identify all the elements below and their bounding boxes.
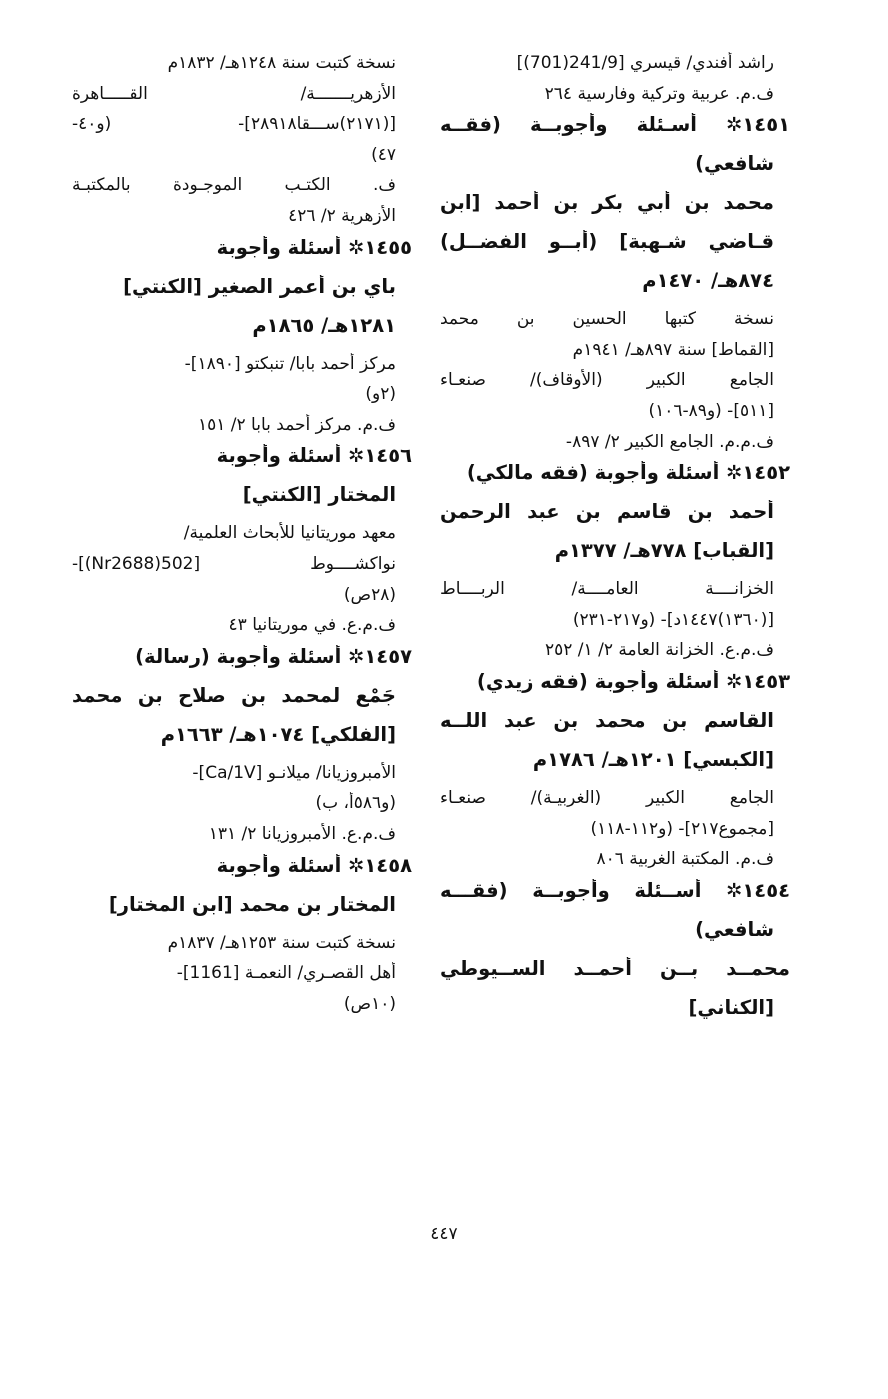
entry-heading-line: محمد بن أبي بكر بن أحمد [ابن xyxy=(440,191,774,215)
entry-text-line: نسخة كتبها الحسين بن محمد xyxy=(440,309,774,330)
entry-text-line: نسخة كتبت سنة ١٢٥٣هـ/ ١٨٣٧م xyxy=(167,932,396,953)
entry-text-line: راشد أفندي/ قيسري [241/9(701)] xyxy=(516,53,774,73)
entry-text-line: ف.م. عربية وتركية وفارسية ٢٦٤ xyxy=(544,83,774,104)
entry-heading-line: محمــد بــن أحمــد الســيوطي xyxy=(440,956,790,980)
entry-text-line: أهل القصـري/ النعمـة [1161]- xyxy=(176,963,396,984)
right-column xyxy=(440,52,790,1035)
entry-heading-line: ١٤٥١✲ أسـئلة وأجوبــة (فقــه xyxy=(440,113,790,137)
entry-heading-line: ٨٧٤هـ/ ١٤٧٠م xyxy=(642,269,774,293)
entry-text-line: (١٠ص) xyxy=(343,993,396,1014)
entry-heading-line: ١٤٥٥✲ أسئلة وأجوبة xyxy=(216,235,412,259)
entry-heading-line: [الفلكي] ١٠٧٤هـ/ ١٦٦٣م xyxy=(160,722,396,746)
entry-text-line: ف.م.ع. في موريتانيا ٤٣ xyxy=(228,615,396,636)
entry-text-line: مركز أحمد بابا/ تنبكتو [١٨٩٠]- xyxy=(184,353,396,374)
left-column xyxy=(72,52,412,1023)
entry-text-line: الجامع الكبير (الأوقاف)/ صنعـاء xyxy=(440,370,774,391)
entry-text-line: معهد موريتانيا للأبحاث العلمية/ xyxy=(183,523,396,544)
entry-heading-line: ١٤٥٦✲ أسئلة وأجوبة xyxy=(216,444,412,468)
entry-text-line: ٤٧) xyxy=(371,144,396,165)
entry-text-line: [(١٣٦٠)١٤٤٧د]- (و٢١٧-٢٣١) xyxy=(572,609,774,630)
entry-heading-line: المختار [الكنتي] xyxy=(242,483,396,507)
entry-text-line: ف.م.ع. الأمبروزيانا ٢/ ١٣١ xyxy=(208,823,396,844)
entry-text-line: ف.م.م. الجامع الكبير ٢/ ٨٩٧- xyxy=(565,431,774,452)
entry-text-line: الأزهرية ٢/ ٤٢٦ xyxy=(288,205,396,226)
entry-text-line: (٢و) xyxy=(365,384,396,405)
entry-heading-line: شافعي) xyxy=(695,917,774,941)
entry-heading-line: أحمد بن قاسم بن عبد الرحمن xyxy=(440,500,774,524)
entry-text-line: نسخة كتبت سنة ١٢٤٨هـ/ ١٨٣٢م xyxy=(167,53,396,73)
entry-text-line: (و٥٨٦أ، ب) xyxy=(315,793,396,814)
entry-heading-line: [الكبسي] ١٢٠١هـ/ ١٧٨٦م xyxy=(532,747,774,771)
entry-text-line: الخزانــــة العامــــة/ الربــــاط xyxy=(440,579,774,600)
entry-heading-line: القاسم بن محمد بن عبد اللــه xyxy=(440,708,774,732)
entry-text-line: ف.م. المكتبة الغربية ٨٠٦ xyxy=(596,849,774,870)
entry-text-line: ف.م.ع. الخزانة العامة ٢/ ١/ ٢٥٢ xyxy=(544,640,774,661)
entry-heading-line: باي بن أعمر الصغير [الكنتي] xyxy=(123,274,396,298)
entry-heading-line: قـاضي شـهبة] (أبــو الفضــل) xyxy=(440,230,774,254)
entry-heading-line: [القباب] ٧٧٨هـ/ ١٣٧٧م xyxy=(554,539,774,563)
entry-text-line: [القماط] سنة ٨٩٧هـ/ ١٩٤١م xyxy=(572,339,774,360)
entry-heading-line: ١٤٥٤✲ أســئلة وأجوبــة (فقـــه xyxy=(440,878,790,902)
entry-text-line: [٥١١]- (و٨٩-١٠٦) xyxy=(648,400,774,421)
page-number: ٤٤٧ xyxy=(430,1224,458,1244)
entry-heading-line: جَمْع لمحمد بن صلاح بن محمد xyxy=(72,683,396,707)
entry-text-line: نواكشــــوط [502(Nr2688)]- xyxy=(72,553,396,574)
entry-text-line: [مجموع٢١٧]- (و١١٢-١١٨) xyxy=(590,818,774,839)
entry-heading-line: ١٤٥٣✲ أسئلة وأجوبة (فقه زيدي) xyxy=(476,669,790,693)
entry-text-line: ف.م. مركز أحمد بابا ٢/ ١٥١ xyxy=(197,414,396,435)
entry-heading-line: ١٤٥٢✲ أسئلة وأجوبة (فقه مالكي) xyxy=(466,461,790,485)
entry-heading-line: ١٤٥٧✲ أسئلة وأجوبة (رسالة) xyxy=(135,644,412,668)
entry-text-line: الأزهريـــــــة/ القـــــاهرة xyxy=(72,83,396,104)
entry-heading-line: ١٢٨١هـ/ ١٨٦٥م xyxy=(252,313,396,337)
entry-text-line: الجامع الكبير (الغربيـة)/ صنعـاء xyxy=(440,787,774,808)
entry-heading-line: ١٤٥٨✲ أسئلة وأجوبة xyxy=(216,853,412,877)
entry-text-line: (٢٨ص) xyxy=(343,584,396,605)
entry-text-line: ف. الكتـب الموجـودة بالمكتبـة xyxy=(72,175,396,196)
entry-text-line: الأمبروزيانا/ ميلانـو [Ca/1V]- xyxy=(192,762,396,783)
entry-heading-line: المختار بن محمد [ابن المختار] xyxy=(108,892,396,916)
entry-text-line: [(٢١٧١)ســـقا٢٨٩١٨]- (و٤٠- xyxy=(72,114,396,135)
entry-heading-line: [الكناني] xyxy=(688,995,774,1019)
entry-heading-line: شافعي) xyxy=(695,152,774,176)
